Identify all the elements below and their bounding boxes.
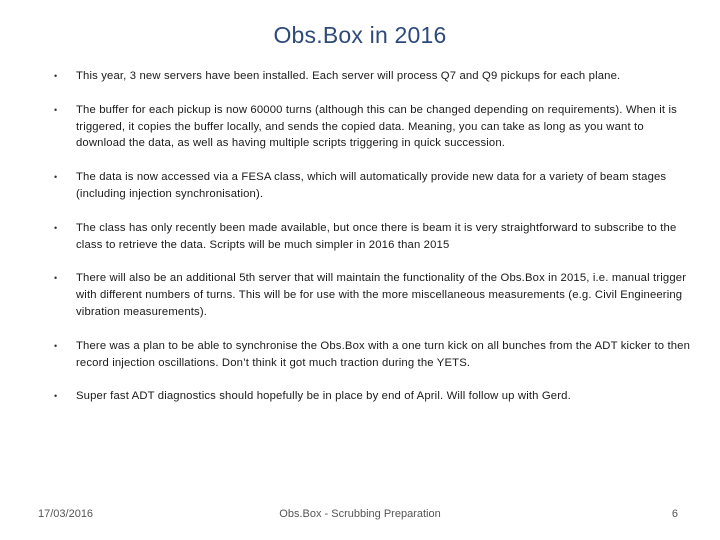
bullet-item: [54, 102, 694, 152]
bullet-text: The data is now accessed via a FESA class, which will automatically provide new data for a variety of beam stages (including injection synchronisation).: [76, 171, 667, 200]
footer-title: Obs.Box - Scrubbing Preparation: [279, 508, 441, 520]
bullet-item: [54, 68, 694, 85]
bullet-item: [54, 388, 694, 405]
bullet-item: [54, 338, 694, 372]
footer-date: 17/03/2016: [38, 508, 94, 520]
bullet-icon: •: [54, 273, 58, 284]
bullet-item: [54, 169, 694, 203]
bullet-icon: •: [54, 391, 58, 402]
page-title: Obs.Box in 2016: [273, 22, 447, 48]
bullet-item: [54, 270, 694, 320]
page-number: 6: [671, 508, 678, 520]
bullet-text: This year, 3 new servers have been installed. Each server will process Q7 and Q9 pickups for each plane.: [76, 70, 621, 82]
bullet-text: The class has only recently been made available, but once there is beam it is very straightforward to subscribe to the class to retrieve the data. Scripts will be much simpler in 2016 than 2015: [76, 221, 677, 251]
bullet-icon: •: [54, 340, 58, 351]
bullet-icon: •: [54, 222, 58, 233]
bullet-text: There was a plan to be able to synchronise the Obs.Box with a one turn kick on all bunches from the ADT kicker to then record injection oscillations. Don’t think it got much traction during the YETS.: [76, 339, 691, 369]
bullet-item: [54, 220, 694, 254]
bullet-icon: •: [54, 172, 58, 183]
bullet-text: There will also be an additional 5th server that will maintain the functionality of the Obs.Box in 2015, i.e. manual trigger with different numbers of turns. This will be for use with the more miscellaneous measurements (e.g. Civil Engineering vibration measurements).: [76, 272, 687, 318]
bullet-icon: •: [54, 104, 58, 115]
bullet-list: [54, 68, 694, 422]
bullet-text: The buffer for each pickup is now 60000 turns (although this can be changed depending on requirements). When it is triggered, it copies the buffer locally, and sends the copied data. Meaning, you can take as long as you want to download the data, as well as having multiple scripts triggering in quick succession.: [76, 103, 677, 150]
bullet-icon: •: [54, 71, 58, 81]
bullet-text: Super fast ADT diagnostics should hopefully be in place by end of April. Will follow up with Gerd.: [76, 390, 571, 403]
